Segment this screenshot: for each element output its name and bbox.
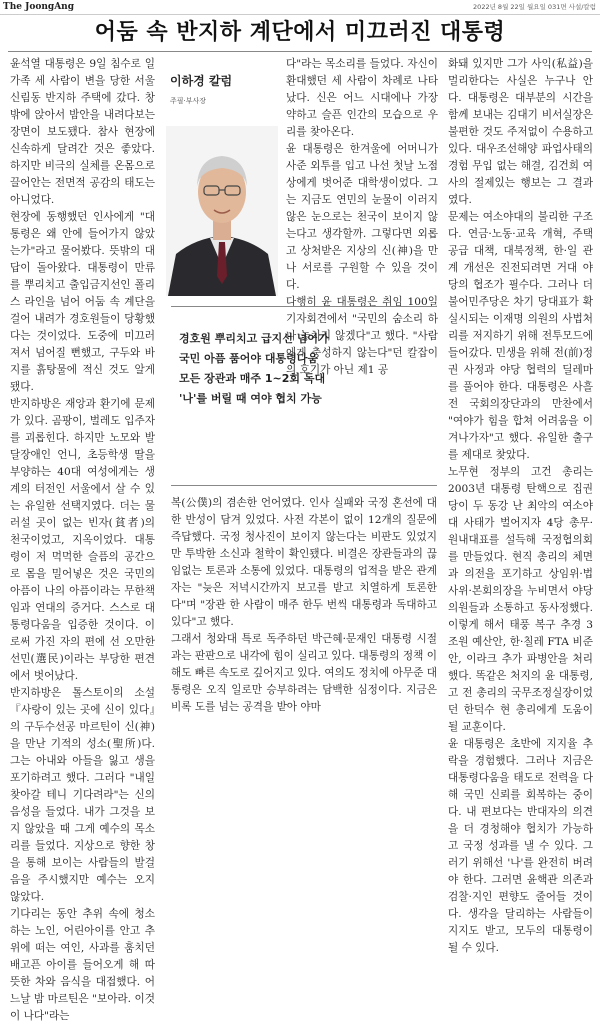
pull-quote-line: '나'를 버릴 때 여야 협치 가능 [179, 392, 322, 405]
article-column-3 [448, 56, 593, 954]
pull-quote-line: 경호원 뿌리치고 급지선 넘어가 [179, 332, 329, 345]
paragraph: 윤 대통령은 한겨울에 어머니가 사준 외투를 입고 나선 첫날 노점상에게 벗어준 대학생이었다. 그는 지금도 연민의 눈물이 이러지 않은 눈으로는 천국이 보이지 않는다고 생각할까. 그렇다면 외롭고 상처받은 지상의 신(神)을 만나 서로를 구원할 수 있을 것이다. [286, 143, 438, 291]
paragraph: 그래서 청와대 특로 독주하던 박근혜·문재인 대통령 시절과는 판판으로 내각에 힘이 실리고 있다. 대통령의 정책 이해도 빠른 속도로 깊어지고 있다. 여의도 정치에 아무준 대통령은 오직 일로만 승부하려는 담백한 심정이다. 지금은 비록 도를 넘는 공격을 받아 야마 [171, 633, 437, 713]
paragraph: 문제는 여소야대의 불리한 구조다. 연금·노동·교육 개혁, 주택공급 대책, 대북정책, 한·일 관계 개선은 진전되려면 거대 야당의 협조가 필수다. 그러나 더불어민주당은 차기 당대표가 확실시되는 이재명 의원의 사법처리를 저지하기 위해 전투모드에 들어갔다. 민생을 위해 전(前)정권 사정과 야당 협력의 딜레마를 풀어야 한다. 대통령은 사흘 전 국회의장단과의 만찬에서 "여야가 힘을 합쳐 어려움을 이겨나가자"고 했다. 유일한 출구를 제대로 찾았다. [448, 211, 593, 461]
masthead [0, 0, 600, 15]
byline-title: 주필·부사장 [170, 97, 207, 105]
paragraph: 노무현 정부의 고건 총리는 2003년 대통령 탄핵으로 집권당이 두 동강 난 최악의 여소야대 사태가 벌어지자 4당 총무·원내대표를 설득해 국정협의회를 만들었다. 현직 총리의 체면과 의전을 포기하고 상임위·법사위·본회의장을 누비면서 야당 의원들과 소통하고 동사정했다. 이렇게 해서 태풍 복구 추경 3조원 예산안, 한·칠레 FTA 비준안, 이라크 추가 파병안을 처리했다. 똑같은 처지의 윤 대통령, 고 전 총리의 국무조정실장이었던 한덕수 현 총리에게 도움이 될 교훈이다. [448, 466, 593, 733]
paragraph: 반지하방은 톨스토이의 소설 『사랑이 있는 곳에 신이 있다』의 구두수선공 마르틴이 신(神)을 만난 기적의 성소(聖所)다. 그는 아내와 아들을 잃고 생을 포기하려고 했다. 그러다 "내일 찾아갈 테니 기다려라"는 신의 음성을 들었다. 내가 그것을 보지 않았을 때 그게 예수의 목소리를 들었다. 지상으로 향한 창을 통해 보이는 사람들의 발걸음을 주시했지만 예수는 오지 않았다. [10, 687, 155, 903]
paragraph: 화돼 있지만 그가 사익(私益)을 멀리한다는 사실은 누구나 안다. 대통령은 대부분의 시간을 함께 보내는 김대기 비서실장은 불편한 것도 주저없이 수용하고 있다. 대우조선해양 파업사태의 경험 무입 없는 해결, 김건희 여사의 절제있는 행보는 그 결과였다. [448, 58, 593, 206]
pull-quote [171, 306, 437, 486]
dateline: 2022년 8월 22일 월요일 031면 사설/칼럼 [473, 3, 596, 11]
paragraph: 윤석열 대통령은 9일 침수로 일가족 세 사람이 변을 당한 서울 신림동 반지하 주택에 갔다. 창밖에 앉아서 밤안을 내려다보는 장면이 보도됐다. 참사 현장에 신속하게 달려간 것은 좋았다. 하지만 비극의 실체를 온몸으로 끌어안는 전면적 공감의 태도는 아니었다. [10, 58, 155, 206]
byline-name: 이하경 칼럼 [170, 74, 233, 88]
paragraph: 윤 대통령은 초반에 지지율 추락을 경험했다. 그러나 지금은 대통령다움을 태도로 전력을 다해 국민 신뢰를 회복하는 중이다. 내 편보다는 반대자의 의견을 더 경청해야 협치가 가능하고 국정 성과를 낼 수 있다. 그러기 위해선 '나'를 완전히 버려야 한다. 그러면 윤핵관 의존과 검찰·지인 편향도 줄어들 것이다. 생각을 달리하는 사람들이 지지도 받고, 모두의 대통령이 될 수 있다. [448, 738, 593, 954]
article-column-1 [10, 56, 155, 1022]
portrait-illustration [166, 126, 278, 296]
paragraph: 현장에 동행했던 인사에게 "대통령은 왜 안에 들어가지 않았는가"라고 물어봤다. 뜻밖의 대답이 돌아왔다. 대통령이 만류를 뿌리치고 출입금지선인 폴리스 라인을 넘어 어둠 속 계단을 걸어 내려가 경호원들이 당황했다는 것이었다. 도중에 미끄러져서 넘어질 뻔했고, 구두와 바지를 흙탕물에 적신 것도 알게 됐다. [10, 211, 155, 393]
paragraph: 복(公僕)의 겸손한 언어였다. 인사 실패와 국정 혼선에 대한 반성이 담겨 있었다. 사전 각본이 없이 12개의 질문에 즉답했다. 국정 청사진이 보이지 않는다는 비판도 있었지만 투박한 소신과 철학이 확인됐다. 비결은 장관들과의 끊임없는 토론과 소통에 있었다. 대통령의 업적을 받은 관계자는 "늦은 저녁시간까지 보고를 받고 치열하게 토론한다"며 "장관 한 사람이 매주 한두 번씩 대통령과 독대하고 있다"고 했다. [171, 497, 437, 628]
paragraph: 기다리는 동안 추위 속에 청소하는 노인, 어린아이를 안고 추위에 떠는 여인, 사과를 훔치던 배고픈 아이를 들어오게 해 따뜻한 차와 음식을 대접했다. 어느날 밤 마르틴은 "보아라. 이것이 나다"라는 [10, 908, 155, 1022]
paragraph: 다행히 윤 대통령은 취임 100일 기자회견에서 "국민의 숨소리 하나 놓치지 않겠다"고 했다. "사람에게 충성하지 않는다"던 칼잡이의 호기가 아닌 제1 공 [286, 296, 438, 376]
article-column-2-bottom [171, 495, 437, 713]
paragraph: 다"라는 목소리를 들었다. 자신이 환대했던 세 사람이 차례로 나타났다. 신은 어느 시대에나 가장 약하고 슬픈 인간의 모습으로 우리를 찾아온다. [286, 58, 438, 138]
author-portrait [166, 126, 278, 296]
pull-quote-line: 국민 아픔 품어야 대통령다움 [179, 352, 318, 365]
newspaper-logo: The JoongAng [3, 2, 75, 12]
headline: 어둠 속 반지하 계단에서 미끄러진 대통령 [94, 20, 506, 45]
pull-quote-line: 모든 장관과 매주 1~2회 독대 [179, 372, 326, 385]
article-column-2-top [286, 56, 438, 376]
paragraph: 반지하방은 재앙과 환기에 문제가 있다. 곰팡이, 벌레도 입주자를 괴롭힌다. 하지만 노모와 발달장애인 언니, 초등학생 딸을 부양하는 40대 여성에게는 생계의 터전인 서울에서 살 수 있는 유일한 선택지였다. 더는 물러설 곳이 없는 빈자(貧者)의 천국이었고, 지옥이었다. 대통령이 저 먹먹한 슬픔의 공간으로 몸을 밀어넣은 것은 국민의 아픔이 나의 아픔이라는 무한책임과 연대의 증거다. 스스로 대통령다움을 입증한 것이다. 이로써 가진 자의 편에 선 오만한 선민(選民)이라는 부당한 편견에서 벗어났다. [10, 398, 155, 682]
headline-rule [8, 51, 592, 52]
